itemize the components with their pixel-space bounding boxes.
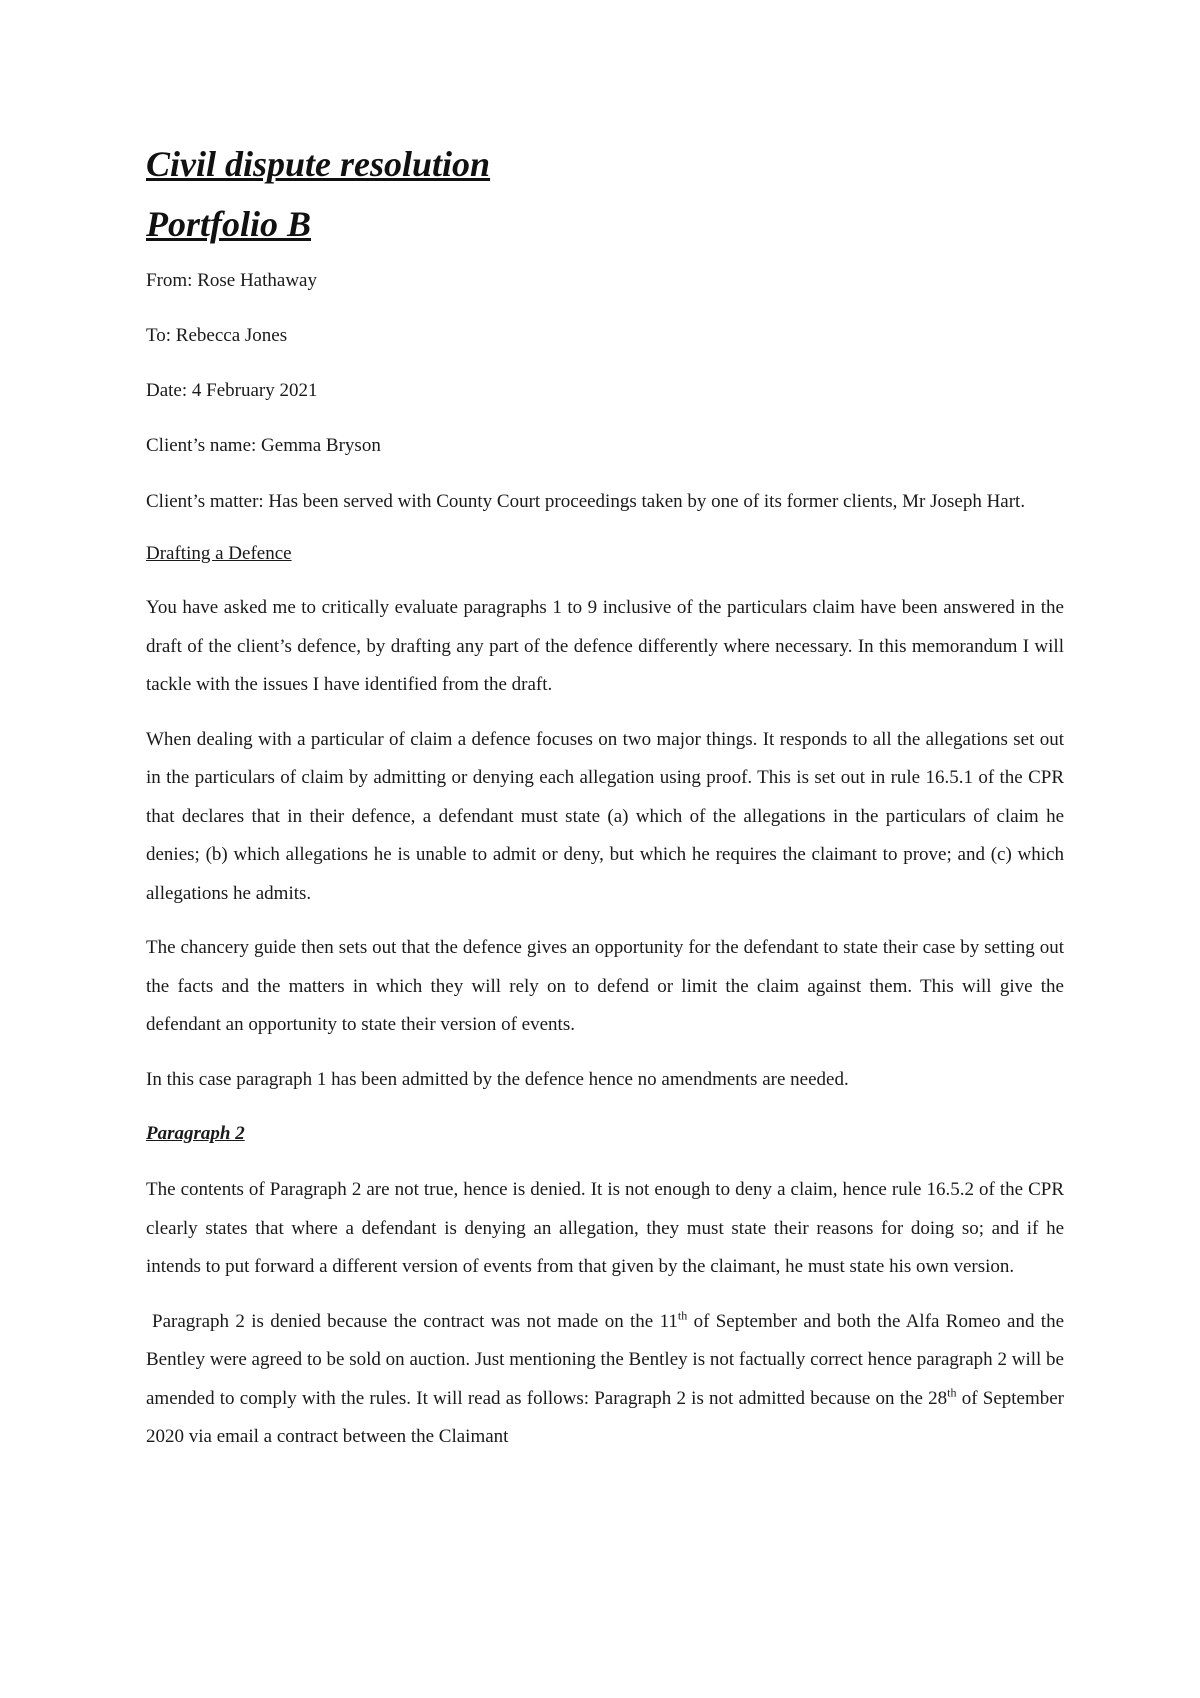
paragraph-case-1: In this case paragraph 1 has been admitted by the defence hence no amendments are needed. xyxy=(146,1068,849,1090)
client-name-line: Client’s name: Gemma Bryson xyxy=(146,435,381,456)
heading-paragraph-2: Paragraph 2 xyxy=(146,1123,245,1144)
to-line: To: Rebecca Jones xyxy=(146,325,288,346)
paragraph-intro: You have asked me to critically evaluate paragraphs 1 to 9 inclusive of the particulars claim have been answered in the draft of the client’s defence, by drafting any part of the defence differently where necessary. In this memorandum I will tackle with the issues I have identified from the draft. xyxy=(146,597,1064,695)
denied-part-2: of September and both the Alfa Romeo and the Bentley were agreed to be sold on auction. Just mentioning the Bentley is not factually correct hence paragraph 2 will be amended to comply with the rules. It will read as follows: Paragraph 2 is not admitted because on the 28 xyxy=(146,1310,1065,1409)
from-line: From: Rose Hathaway xyxy=(146,270,317,291)
section-drafting-defence: Drafting a Defence xyxy=(146,543,292,564)
date-line: Date: 4 February 2021 xyxy=(146,380,318,401)
paragraph-dealing: When dealing with a particular of claim a defence focuses on two major things. It responds to all the allegations set out in the particulars of claim by admitting or denying each allegation using proof. This is set out in rule 16.5.1 of the CPR that declares that in their defence, a defendant must state (a) which of the allegations in the particulars of claim he denies; (b) which allegations he is unable to admit or deny, but which he requires the claimant to prove; and (c) which allegations he admits. xyxy=(146,728,1064,904)
superscript-th-1: th xyxy=(677,1308,688,1323)
document-body xyxy=(146,140,1064,1473)
document-title: Civil dispute resolution xyxy=(146,144,491,184)
paragraph-contents-2: The contents of Paragraph 2 are not true, hence is denied. It is not enough to deny a claim, hence rule 16.5.2 of the CPR clearly states that where a defendant is denying an allegation, they must state their reasons for doing so; and if he intends to put forward a different version of events from that given by the claimant, he must state his own version. xyxy=(146,1179,1064,1277)
client-matter-line: Client’s matter: Has been served with County Court proceedings taken by one of its former clients, Mr Joseph Hart. xyxy=(146,491,1026,512)
denied-part-3: of September 2020 via email a contract between the Claimant xyxy=(146,1387,1065,1447)
document-subtitle: Portfolio B xyxy=(146,204,312,244)
paragraph-denied-2 xyxy=(146,1303,1064,1457)
denied-part-1: Paragraph 2 is denied because the contract was not made on the 11 xyxy=(152,1310,678,1332)
paragraph-chancery: The chancery guide then sets out that the defence gives an opportunity for the defendant to state their case by setting out the facts and the matters in which they will rely on to defend or limit the claim against them. This will give the defendant an opportunity to state their version of events. xyxy=(146,937,1064,1035)
superscript-th-2: th xyxy=(947,1385,957,1400)
